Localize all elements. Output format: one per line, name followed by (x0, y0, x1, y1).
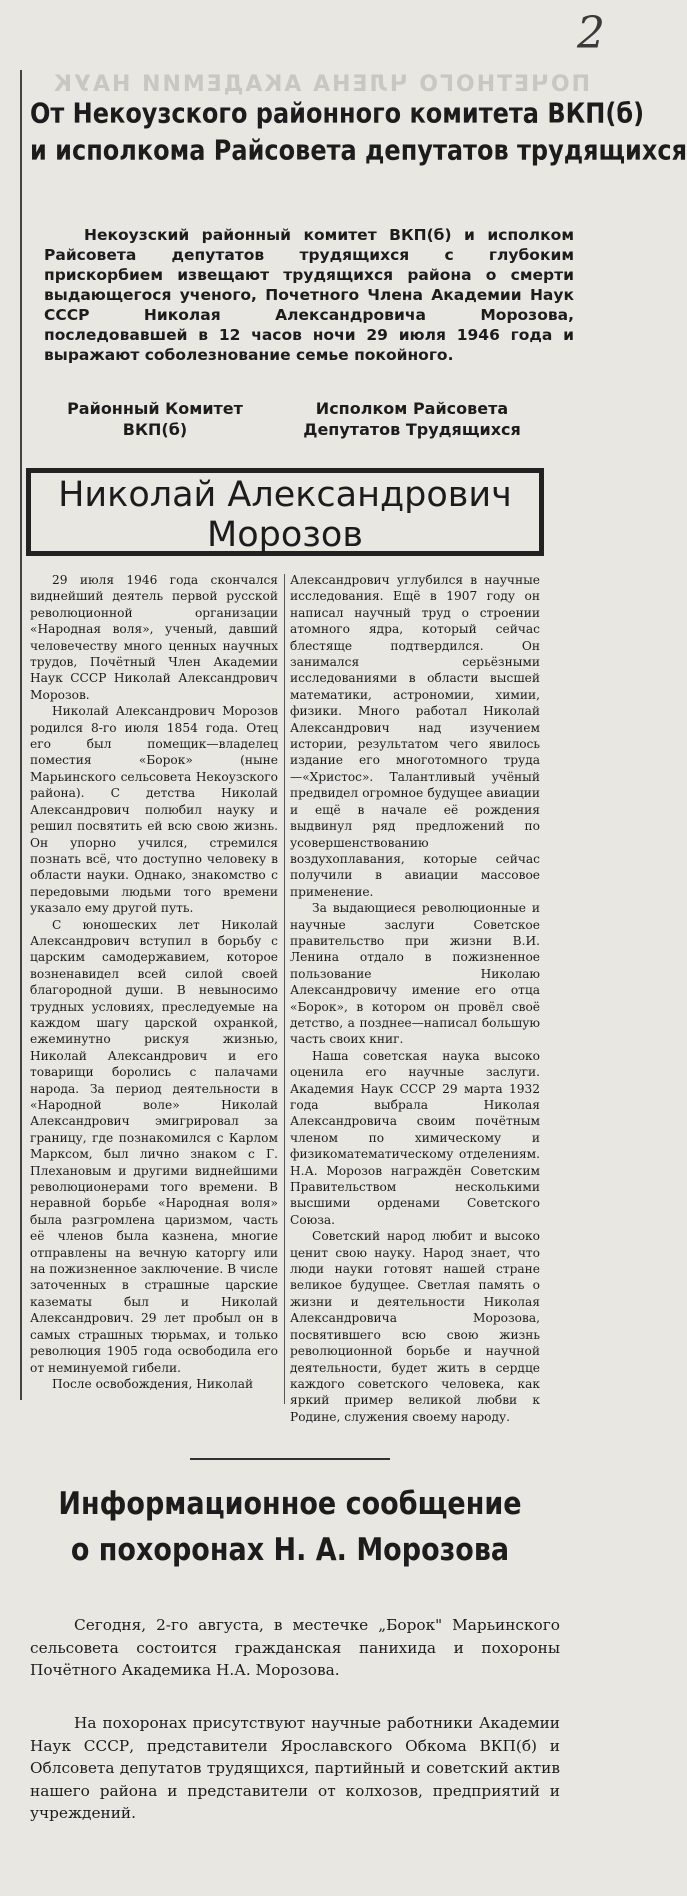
obituary-right-column (290, 572, 540, 1425)
obituary-paragraph: Николай Александрович Морозов родился 8-го июля 1854 года. Отец его был помещик—владелец поместия «Борок» (ныне Марьинского сельсовета Некоузского района). С детства Николай Александрович полюбил науку и решил посвятить ей всю свою жизнь. Он упорно учился, стремился познать всё, что доступно человеку в области науки. Однако, знакомство с передовыми людьми того времени указало ему другой путь. (30, 704, 278, 916)
info-paragraph-funeral: Сегодня, 2-го августа, в местечке „Борок" Марьинского сельсовета состоится гражданская панихида и похороны Почётного Академика Н.А. Морозова. (30, 1616, 560, 1679)
death-announcement: Некоузский районный комитет ВКП(б) и исполком Райсовета депутатов трудящихся с глубоким прискорбием извещают трудящихся района о смерти выдающегося ученого, Почетного Члена Академии Наук СССР Николая Александровича Морозова, последовавшей в 12 часов ночи 29 июля 1946 года и выражают соболезнование семье покойного. (44, 226, 574, 364)
obituary-paragraph: Наша советская наука высоко оценила его научные заслуги. Академия Наук СССР 29 марта 1932 года выбрала Николая Александровича своим почётным членом по химическому и физикоматематическому отделениям. Н.А. Морозов награждён Советским Правительством несколькими высшими орденами Советского Союза. (290, 1048, 540, 1227)
committee-heading (30, 95, 687, 169)
signature-left-line1: Районный Комитет (67, 399, 243, 418)
signature-right-line1: Исполком Райсовета (315, 399, 509, 418)
info-heading-line2: о похоронах Н. А. Морозова (70, 1532, 510, 1569)
info-heading (40, 1482, 540, 1574)
left-margin-rule (20, 70, 22, 1400)
committee-heading-line2: и исполкома Райсовета депутатов трудящихся (30, 134, 687, 167)
info-paragraph-attendees: На похоронах присутствуют научные работники Академии Наук СССР, представители Ярославского Обкома ВКП(б) и Облсовета депутатов трудящихся, партийный и советский актив нашего района и представители от колхозов, предприятий и учреждений. (30, 1714, 560, 1822)
obituary-name-line2: Морозов (207, 515, 363, 555)
obituary-paragraph: 29 июля 1946 года скончался виднейший деятель первой русской революционной организации «Народная воля», ученый, давший человечеству много ценных научных трудов, Почётный Член Академии Наук СССР Николай Александрович Морозов. (30, 573, 278, 702)
signature-right-line2: Депутатов Трудящихся (303, 420, 521, 439)
signature-left-line2: ВКП(б) (122, 420, 188, 439)
page-number: 2 (577, 8, 605, 59)
column-divider (284, 574, 285, 1404)
section-separator (190, 1458, 390, 1460)
obituary-name-box (26, 468, 544, 556)
obituary-name-line1: Николай Александрович (58, 475, 512, 515)
obituary-paragraph: За выдающиеся революционные и научные заслуги Советское правительство при жизни В.И. Ленина отдало в пожизненное пользование Николаю Александровичу имение его отца «Борок», в котором он провёл своё детство, а позднее—написал большую часть своих книг. (290, 901, 540, 1047)
signature-district-committee (40, 398, 270, 440)
obituary-paragraph: С юношеских лет Николай Александрович вступил в борьбу с царским самодержавием, которое возненавидел всей силой своей благородной души. В невыносимо трудных условиях, преследуемые на каждом шагу царской охранкой, ежеминутно рискуя жизнью, Николай Александрович и его товарищи боролись с палачами народа. За период деятельности в «Народной воле» Николай Александрович эмигрировал за границу, где познакомился с Карлом Марксом, был лично знаком с Г. Плехановым и другими виднейшими революционерами того времени. В неравной борьбе «Народная воля» была разгромлена царизмом, часть её членов была казнена, многие отправлены на вечную каторгу или на пожизненное заключение. В числе заточенных в страшные царские казематы был и Николай Александрович. 29 лет пробыл он в самых страшных тюрьмах, и только революция 1905 года освободила его от неминуемой гибели. (30, 917, 278, 1375)
obituary-paragraph-continued: Александрович углубился в научные исследования. Ещё в 1907 году он написал научный труд о строении атомного ядра, который сейчас блестяще подтвердился. Он занимался серьёзными исследованиями в области высшей математики, астрономии, химии, физики. Много работал Николай Александрович над изучением истории, результатом чего явилось издание его многотомного труда—«Христос». Талантливый учёный предвидел огромное будущее авиации и ещё в начале её рождения выдвинул ряд предложений по усовершенствованию воздухоплавания, которые сейчас получили в авиации массовое применение. (290, 573, 540, 899)
bleed-through-header: ПОЧЕТНОГО ЧЛЕНА АКАДЕМИИ НАУК (51, 72, 590, 97)
obituary-paragraph: Советский народ любит и высоко ценит свою науку. Народ знает, что люди науки готовят нашей стране великое будущее. Светлая память о жизни и деятельности Николая Александровича Морозова, посвятившего всю свою жизнь революционной борьбе и научной деятельности, будет жить в сердце каждого советского человека, как яркий пример великой любви к Родине, служения своему народу. (290, 1229, 540, 1424)
obituary-paragraph: После освобождения, Николай (52, 1376, 254, 1391)
obituary-left-column (30, 572, 278, 1392)
committee-heading-line1: От Некоузского районного комитета ВКП(б) (30, 97, 645, 130)
signature-executive-committee (262, 398, 562, 440)
info-heading-line1: Информационное сообщение (58, 1486, 522, 1523)
